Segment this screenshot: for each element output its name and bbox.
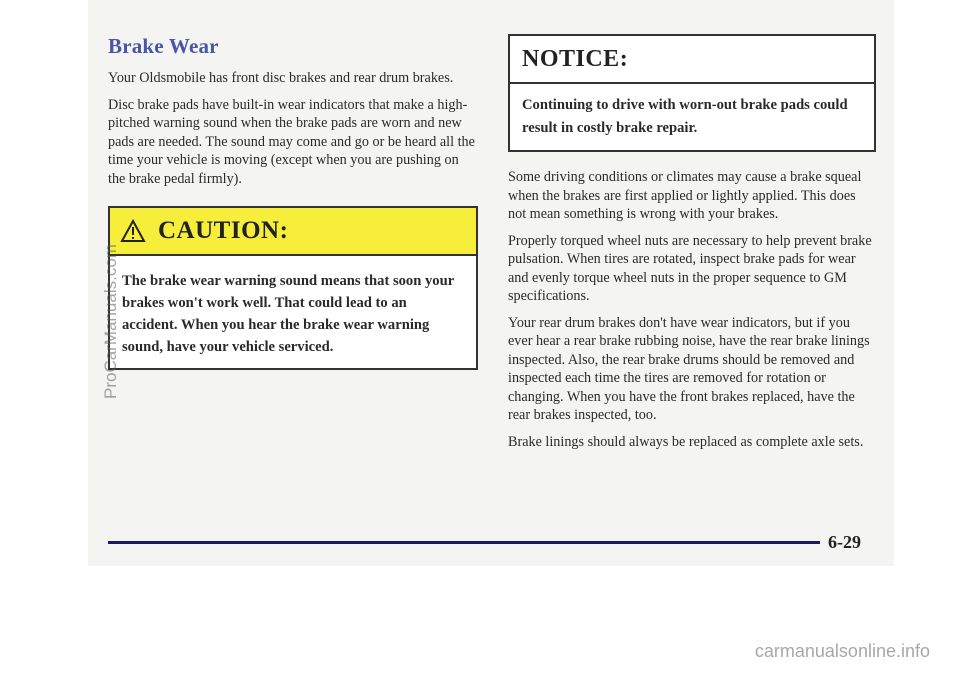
caution-text: The brake wear warning sound means that soon your brakes won't work well. That could lead to an accident. When you hear the brake wear warning sound, have your vehicle serviced. <box>122 273 454 355</box>
page-number: 6-29 <box>828 532 861 552</box>
caution-header <box>110 208 476 256</box>
paragraph-axle-sets: Brake linings should always be replaced as complete axle sets. <box>508 433 864 450</box>
section-title: Brake Wear <box>108 34 219 58</box>
side-watermark-text: ProCarManuals.com <box>101 244 120 399</box>
paragraph-rear-drums: Your rear drum brakes don't have wear indicators, but if you ever hear a rear brake rubbing noise, have the rear brake linings inspected. Also, the rear brake drums should be removed and inspected each time the tires are removed for rotation or changing. When you have the front brakes replaced, have the rear brakes inspected, too. <box>508 314 870 423</box>
right-column <box>508 34 876 459</box>
caution-box <box>108 206 478 370</box>
side-watermark <box>96 190 118 400</box>
paragraph-wear-indicators: Disc brake pads have built-in wear indicators that make a high-pitched warning sound when the brake pads are worn and new pads are needed. The sound may come and go or be heard all the time your vehicle is moving (except when you are pushing on the brake pedal firmly). <box>108 96 475 187</box>
notice-header <box>510 36 874 84</box>
bottom-watermark[interactable]: carmanualsonline.info <box>754 641 930 661</box>
paragraph-wheel-nuts: Properly torqued wheel nuts are necessary to help prevent brake pulsation. When tires are rotated, inspect brake pads for wear and evenly torque wheel nuts in the proper sequence to GM specifications. <box>508 232 872 304</box>
warning-triangle-icon <box>120 219 146 243</box>
notice-box <box>508 34 876 152</box>
paragraph-brake-squeal: Some driving conditions or climates may cause a brake squeal when the brakes are first applied or lightly applied. This does not mean something is wrong with your brakes. <box>508 169 862 222</box>
notice-label: NOTICE: <box>522 45 629 72</box>
caution-label: CAUTION: <box>158 217 289 244</box>
notice-text: Continuing to drive with worn-out brake pads could result in costly brake repair. <box>522 97 848 136</box>
left-column <box>108 34 478 370</box>
paragraph-disc-drum: Your Oldsmobile has front disc brakes and rear drum brakes. <box>108 70 454 86</box>
footer-rule <box>108 541 820 544</box>
